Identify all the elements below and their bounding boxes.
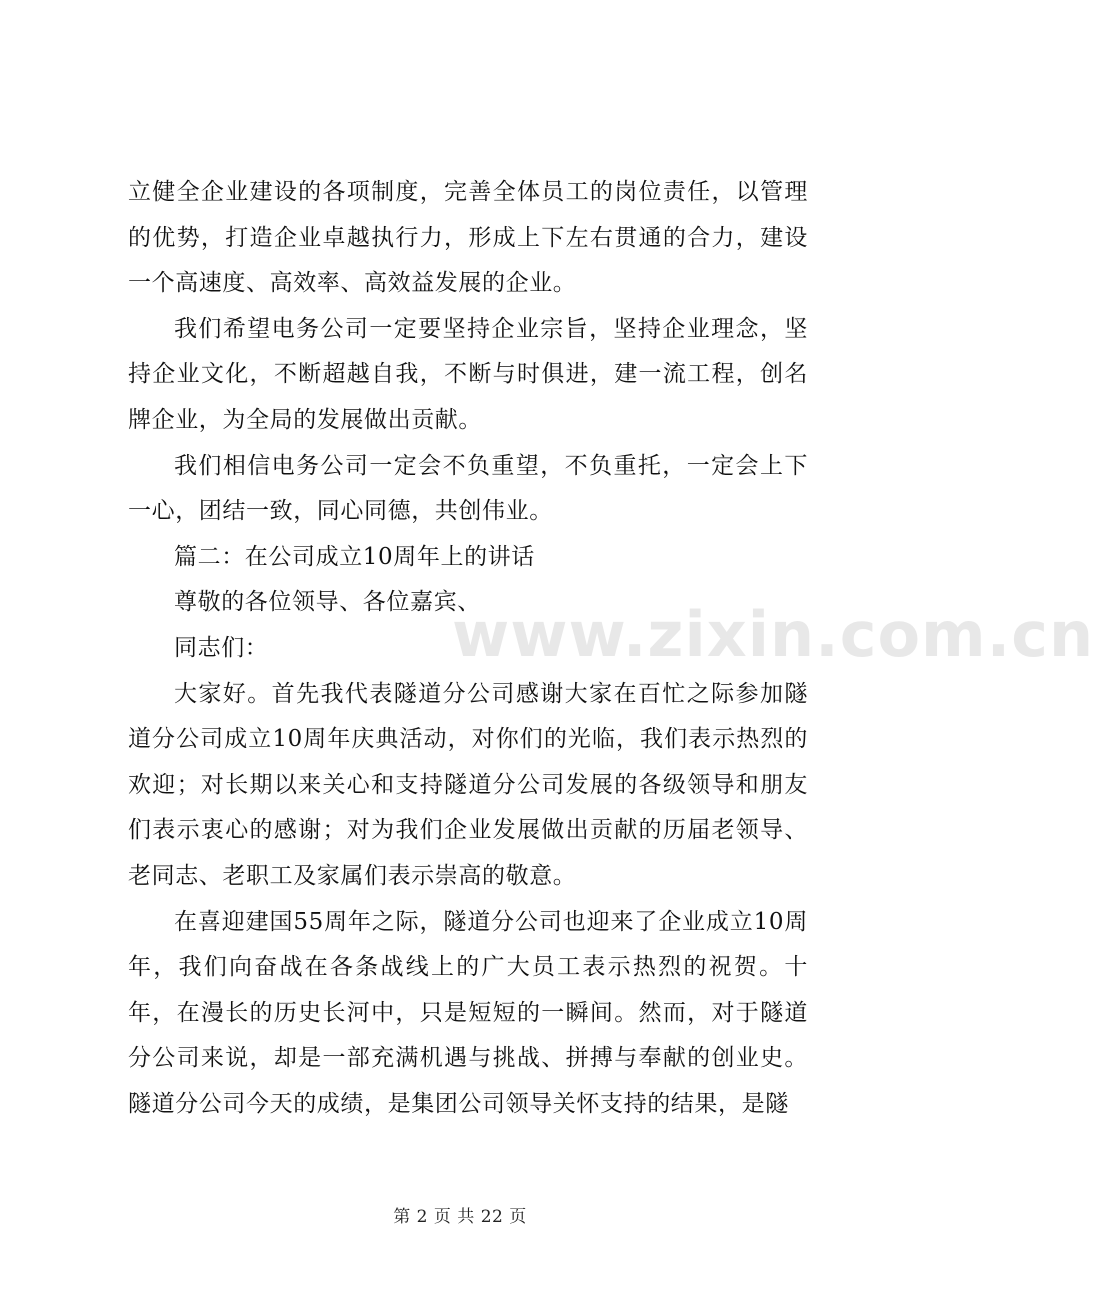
salutation-line-1: 尊敬的各位领导、各位嘉宾、 [174, 589, 481, 616]
paragraph-4: 大家好。首先我代表隧道分公司感谢大家在百忙之际参加隧道分公司成立10周年庆典活动，对你们的光临，我们表示热烈的欢迎；对长期以来关心和支持隧道分公司发展的各级领导和朋友们表示衷心的感谢；对为我们企业发展做出贡献的历届老领导、老同志、老职工及家属们表示崇高的敬意。 [128, 680, 808, 889]
paragraph-5: 在喜迎建国55周年之际，隧道分公司也迎来了企业成立10周年，我们向奋战在各条战线上的广大员工表示热烈的祝贺。十年，在漫长的历史长河中，只是短短的一瞬间。然而，对于隧道分公司来说，却是一部充满机遇与挑战、拼搏与奉献的创业史。隧道分公司今天的成绩，是集团公司领导关怀支持的结果，是隧 [128, 908, 808, 1117]
paragraph-3: 我们相信电务公司一定会不负重望，不负重托，一定会上下一心，团结一致，同心同德，共创伟业。 [128, 452, 808, 525]
salutation-line-2: 同志们： [174, 634, 269, 661]
paragraph-1: 立健全企业建设的各项制度，完善全体员工的岗位责任，以管理的优势，打造企业卓越执行力，形成上下左右贯通的合力，建设一个高速度、高效率、高效益发展的企业。 [128, 179, 808, 297]
watermark: www.zixin.com.cn [452, 598, 1094, 671]
document-body [128, 170, 808, 1127]
page-footer: 第 2 页 共 22 页 [393, 1207, 527, 1227]
section-heading: 篇二：在公司成立10周年上的讲话 [174, 543, 535, 570]
paragraph-2: 我们希望电务公司一定要坚持企业宗旨，坚持企业理念，坚持企业文化，不断超越自我，不断与时俱进，建一流工程，创名牌企业，为全局的发展做出贡献。 [128, 315, 808, 433]
